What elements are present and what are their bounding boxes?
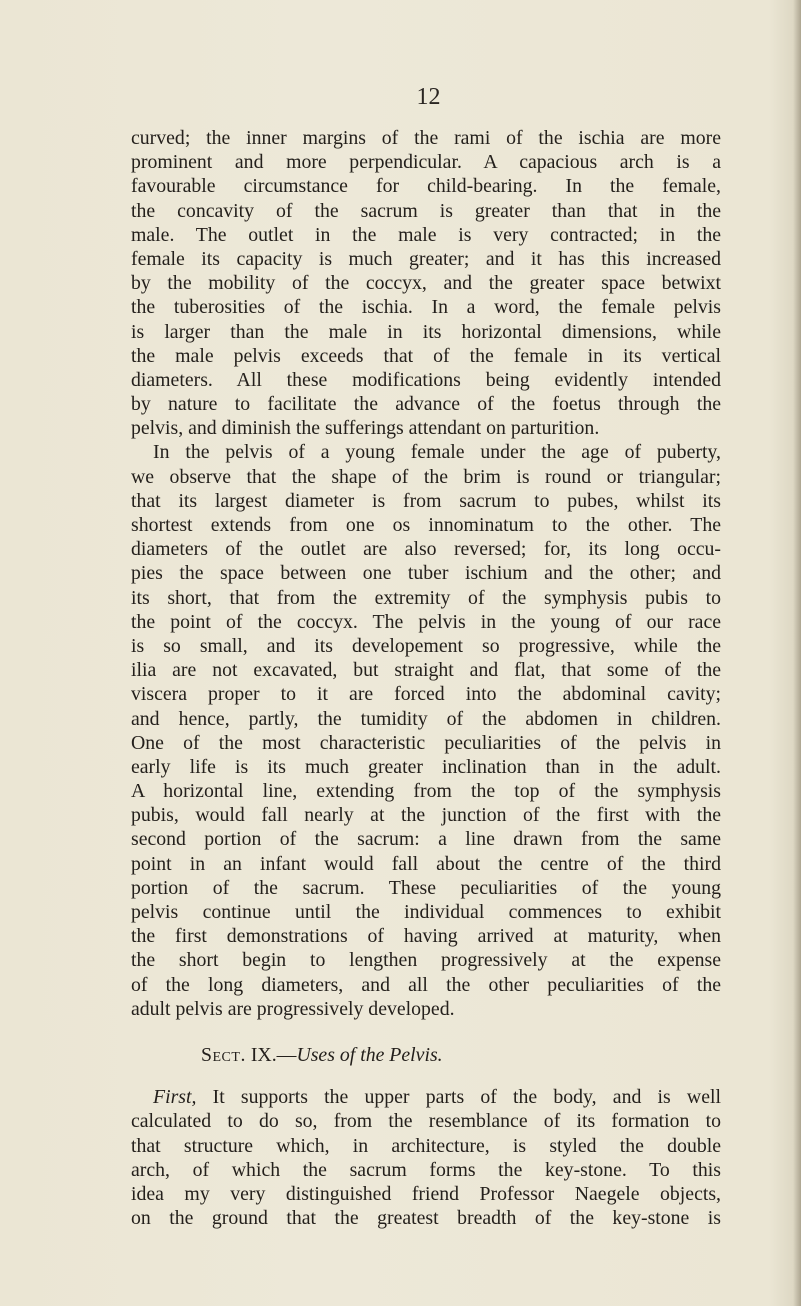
text-line: the point of the coccyx. The pelvis in the young of our race	[131, 610, 721, 633]
text-line: early life is its much greater inclination than in the adult.	[131, 755, 721, 778]
text-line: idea my very distinguished friend Professor Naegele objects,	[131, 1182, 721, 1205]
text-line: shortest extends from one os innominatum to the other. The	[131, 514, 721, 536]
text-line	[131, 1085, 721, 1109]
text-line: calculated to do so, from the resemblance of its formation to	[131, 1110, 721, 1133]
text-line: arch, of which the sacrum forms the key-stone. To this	[131, 1158, 721, 1181]
text-line: female its capacity is much greater; and it has this increased	[131, 247, 721, 270]
paragraph-female-pelvis-differences	[131, 126, 721, 440]
text-line: diameters. All these modifications being evidently intended	[131, 368, 721, 391]
text-line: of the long diameters, and all the other peculiarities of the	[131, 973, 721, 996]
text-line: by the mobility of the coccyx, and the greater space betwixt	[131, 272, 721, 295]
text-line: that structure which, in architecture, is styled the double	[131, 1134, 721, 1157]
text-line: viscera proper to it are forced into the abdominal cavity;	[131, 683, 721, 706]
text-line: curved; the inner margins of the rami of the ischia are more	[131, 127, 721, 149]
text-line: pubis, would fall nearly at the junction of the first with the	[131, 804, 721, 827]
text-line: that its largest diameter is from sacrum to pubes, whilst its	[131, 489, 721, 512]
section-number: IX.—	[250, 1043, 297, 1066]
text-line: male. The outlet in the male is very contracted; in the	[131, 223, 721, 246]
text-line: the short begin to lengthen progressively at the expense	[131, 949, 721, 972]
text-line: favourable circumstance for child-bearing. In the female,	[131, 175, 721, 198]
text-line: In the pelvis of a young female under the age of puberty,	[153, 441, 721, 464]
first-line-rest: It supports the upper parts of the body, and is well	[196, 1086, 721, 1109]
text-line: the concavity of the sacrum is greater than that in the	[131, 199, 721, 222]
section-heading	[131, 1043, 721, 1067]
section-title: Uses of the Pelvis.	[296, 1043, 443, 1066]
first-word: First,	[153, 1086, 197, 1109]
page-body	[131, 126, 721, 1230]
text-line: the tuberosities of the ischia. In a word, the female pelvis	[131, 296, 721, 319]
text-line: pelvis continue until the individual commences to exhibit	[131, 901, 721, 923]
text-line: the first demonstrations of having arrived at maturity, when	[131, 925, 721, 948]
text-line: A horizontal line, extending from the top of the symphysis	[131, 780, 721, 803]
text-line: One of the most characteristic peculiarities of the pelvis in	[131, 731, 721, 754]
text-line: portion of the sacrum. These peculiarities of the young	[131, 876, 721, 899]
text-line: adult pelvis are progressively developed.	[131, 997, 455, 1020]
page-edge-shadow	[793, 0, 801, 1306]
text-line: and hence, partly, the tumidity of the abdomen in children.	[131, 707, 721, 730]
text-line: second portion of the sacrum: a line drawn from the same	[131, 828, 721, 851]
text-line: is larger than the male in its horizontal dimensions, while	[131, 320, 721, 343]
text-line: by nature to facilitate the advance of the foetus through the	[131, 393, 721, 416]
paragraph-young-female-pelvis	[131, 440, 721, 1021]
text-line: the male pelvis exceeds that of the female in its vertical	[131, 344, 721, 367]
text-line: its short, that from the extremity of the symphysis pubis to	[131, 586, 721, 609]
text-line: pies the space between one tuber ischium and the other; and	[131, 562, 721, 585]
paragraph-uses-of-pelvis	[131, 1085, 721, 1230]
text-line: ilia are not excavated, but straight and flat, that some of the	[131, 659, 721, 682]
page-number: 12	[416, 84, 441, 110]
text-line: prominent and more perpendicular. A capacious arch is a	[131, 151, 721, 174]
text-line: point in an infant would fall about the centre of the third	[131, 852, 721, 875]
text-line: pelvis, and diminish the sufferings attendant on parturition.	[131, 417, 600, 440]
text-line: on the ground that the greatest breadth of the key-stone is	[131, 1207, 721, 1230]
text-line: we observe that the shape of the brim is round or triangular;	[131, 465, 721, 488]
text-line: diameters of the outlet are also reversed; for, its long occu-	[131, 538, 721, 561]
text-line: is so small, and its developement so progressive, while the	[131, 634, 721, 657]
section-label: Sect.	[201, 1043, 246, 1066]
